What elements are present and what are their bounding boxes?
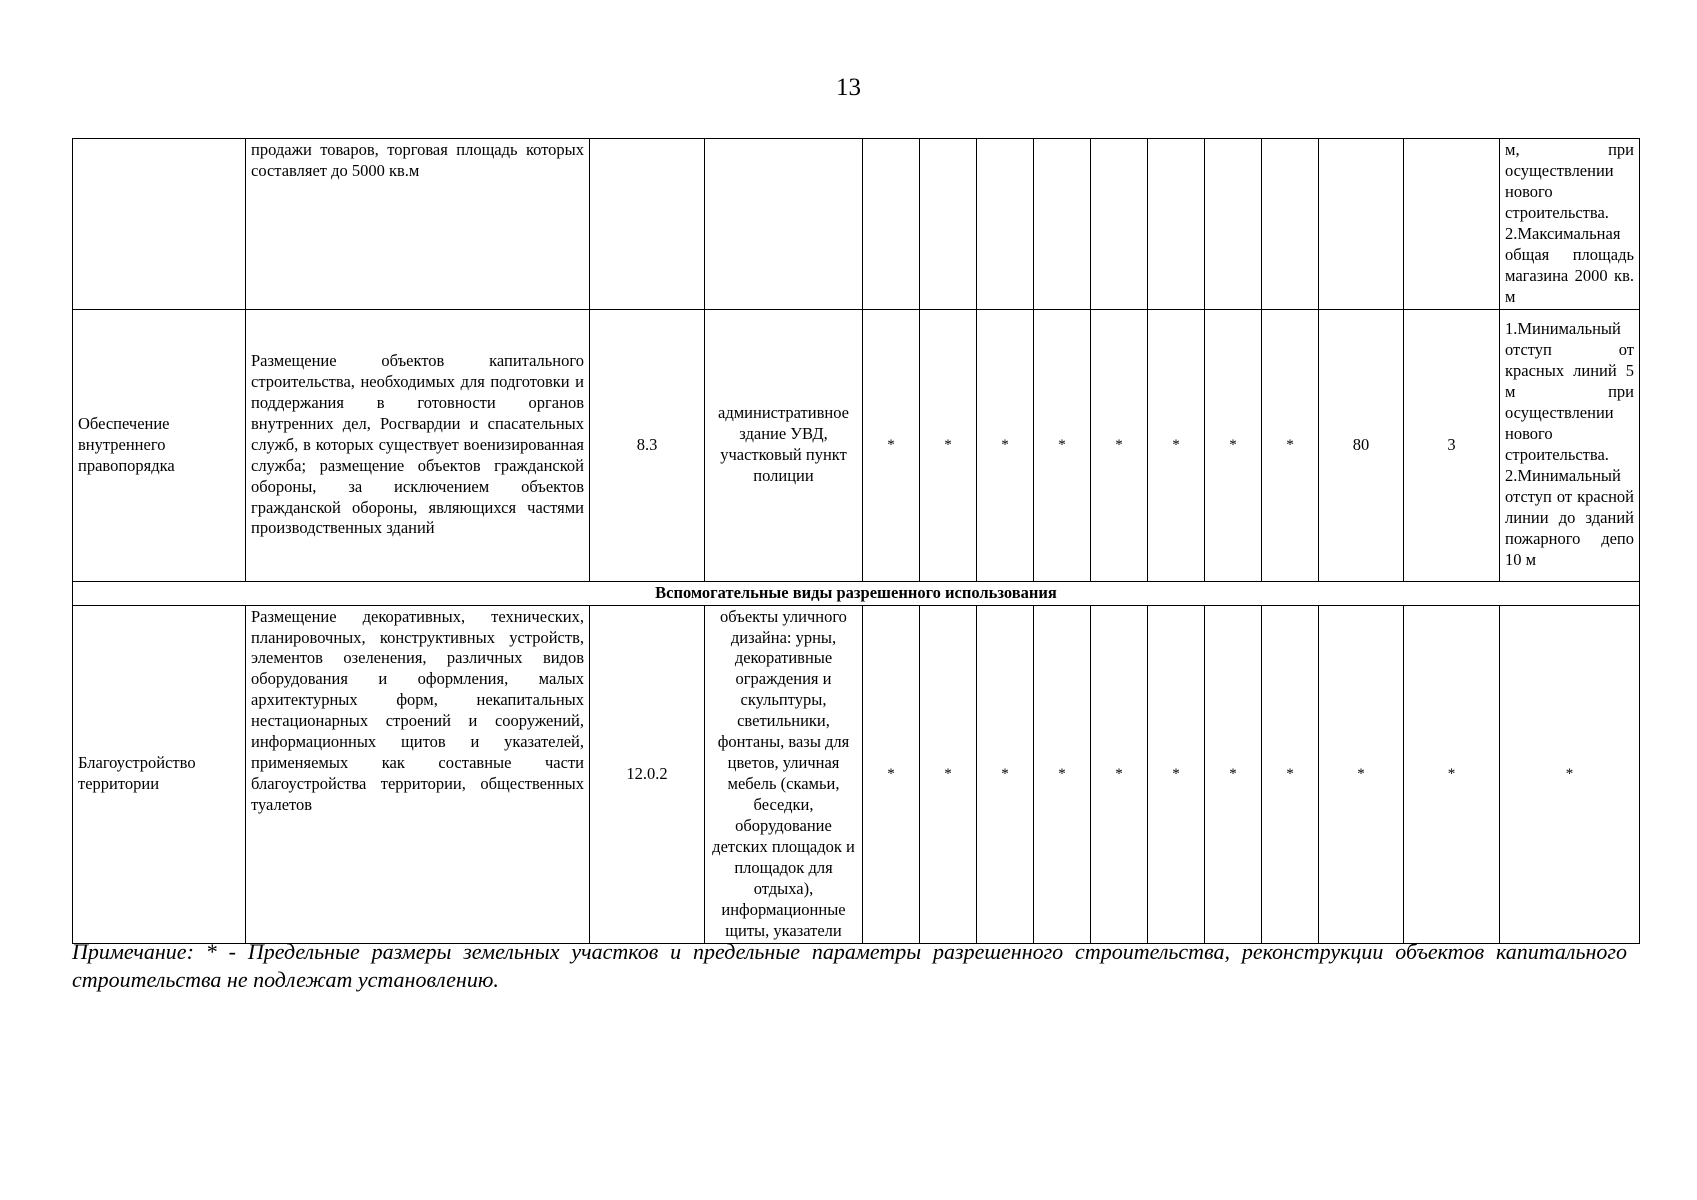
table-row (73, 309, 1640, 581)
param-cell (1205, 139, 1262, 310)
param-cell: * (1148, 309, 1205, 581)
use-code-cell: 12.0.2 (590, 605, 705, 943)
restrictions-cell: 1.Минимальный отступ от красных линий 5 м при осуществлении нового строительства. 2.Минимальный отступ от красной линии до зданий пожарного депо 10 м (1500, 309, 1640, 581)
param-cell: * (1262, 605, 1319, 943)
use-description-cell: Размещение объектов капитального строительства, необходимых для подготовки и поддержания в готовности органов внутренних дел, Росгвардии и спасательных служб, в которых существует военизированная служба; размещение объектов гражданской обороны, за исключением объектов гражданской обороны, являющихся частями производственных зданий (246, 309, 590, 581)
param-cell (1319, 139, 1404, 310)
restrictions-cell: * (1500, 605, 1640, 943)
param-cell: * (1091, 309, 1148, 581)
param-cell: * (1262, 309, 1319, 581)
param-cell (920, 139, 977, 310)
section-title: Вспомогательные виды разрешенного использования (73, 581, 1640, 605)
objects-cell: административное здание УВД, участковый пункт полиции (705, 309, 863, 581)
footnote: Примечание: * - Предельные размеры земельных участков и предельные параметры разрешенного строительства, реконструкции объектов капитального строительства не подлежат установлению. (72, 939, 1627, 992)
param-cell: * (1404, 605, 1500, 943)
use-name-cell (73, 139, 246, 310)
param-cell: 80 (1319, 309, 1404, 581)
param-cell (1262, 139, 1319, 310)
param-cell (1404, 139, 1500, 310)
param-cell: * (1205, 605, 1262, 943)
param-cell: * (977, 605, 1034, 943)
page-number: 13 (836, 74, 861, 101)
use-name-cell: Обеспечение внутреннего правопорядка (73, 309, 246, 581)
param-cell: * (863, 309, 920, 581)
use-name-cell: Благоустройство территории (73, 605, 246, 943)
table-row (73, 605, 1640, 943)
param-cell: * (1148, 605, 1205, 943)
use-code-cell: 8.3 (590, 309, 705, 581)
restrictions-cell: м, при осуществлении нового строительства. 2.Максимальная общая площадь магазина 2000 кв. м (1500, 139, 1640, 310)
use-description-cell: продажи товаров, торговая площадь которых составляет до 5000 кв.м (246, 139, 590, 310)
zoning-table (72, 138, 1640, 944)
param-cell (1148, 139, 1205, 310)
param-cell: * (1319, 605, 1404, 943)
param-cell: * (1091, 605, 1148, 943)
param-cell: * (920, 309, 977, 581)
param-cell: * (920, 605, 977, 943)
param-cell: 3 (1404, 309, 1500, 581)
objects-cell (705, 139, 863, 310)
param-cell (1091, 139, 1148, 310)
table-row (73, 139, 1640, 310)
section-row (73, 581, 1640, 605)
param-cell: * (863, 605, 920, 943)
use-description-cell: Размещение декоративных, технических, планировочных, конструктивных устройств, элементов озеленения, различных видов оборудования и оформления, малых архитектурных форм, некапитальных нестационарных строений и сооружений, информационных щитов и указателей, применяемых как составные части благоустройства территории, общественных туалетов (246, 605, 590, 943)
param-cell: * (1034, 605, 1091, 943)
param-cell: * (1034, 309, 1091, 581)
param-cell (1034, 139, 1091, 310)
param-cell (863, 139, 920, 310)
param-cell: * (1205, 309, 1262, 581)
param-cell (977, 139, 1034, 310)
use-code-cell (590, 139, 705, 310)
param-cell: * (977, 309, 1034, 581)
objects-cell: объекты уличного дизайна: урны, декоративные ограждения и скульптуры, светильники, фонтаны, вазы для цветов, уличная мебель (скамьи, беседки, оборудование детских площадок и площадок для отдыха), информационные щиты, указатели (705, 605, 863, 943)
